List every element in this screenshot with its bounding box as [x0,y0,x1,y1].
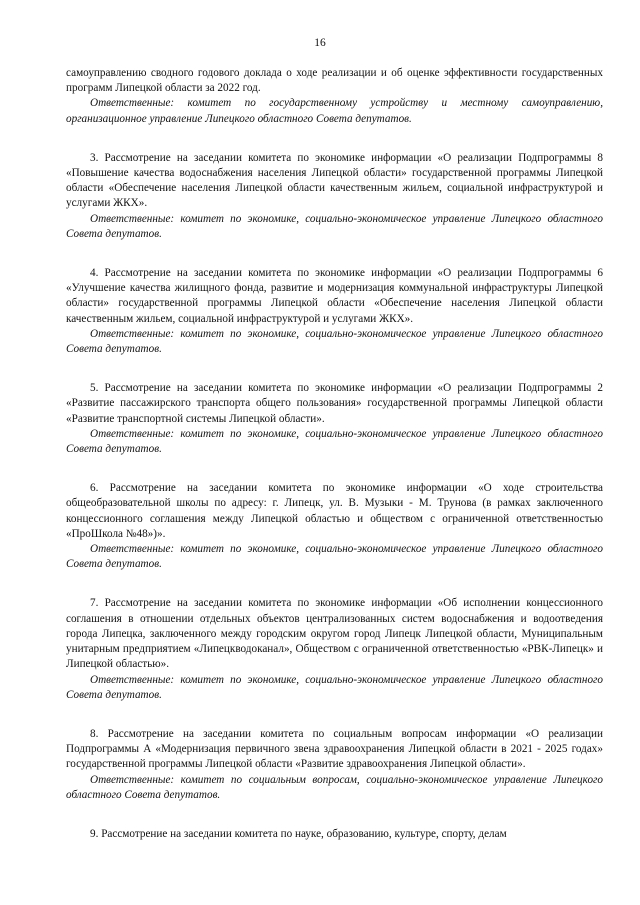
agenda-item-4 [66,266,603,357]
page-number: 16 [314,37,326,49]
agenda-item-5 [66,381,603,457]
agenda-item-responsible: Ответственные: комитет по экономике, социально-экономическое управление Липецкого областного Совета депутатов. [66,673,603,701]
intro-responsible: Ответственные: комитет по государственному устройству и местному самоуправлению, организационное управление Липецкого областного Совета депутатов. [66,97,603,125]
intro-paragraph: самоуправлению сводного годового доклада о ходе реализации и об оценке эффективности государственных программ Липецкой области за 2022 год. [66,67,603,95]
agenda-item-9 [66,827,603,842]
agenda-item-7 [66,596,603,702]
agenda-item-responsible: Ответственные: комитет по экономике, социально-экономическое управление Липецкого областного Совета депутатов. [66,427,603,456]
agenda-item-text: 6. Рассмотрение на заседании комитета по экономике информации «О ходе строительства общеобразовательной школы по адресу: г. Липецк, ул. В. Музыки - М. Трунова (в рамках заключенного концессионного соглашения между Липецкой областью и обществом с ограниченной ответственностью «ПроШкола №48»)». [66,482,603,540]
agenda-item-text: 5. Рассмотрение на заседании комитета по экономике информации «О реализации Подпрограммы 2 «Развитие пассажирского транспорта общего пользования» государственной программы Липецкой области «Развитие транспортной системы Липецкой области». [66,382,603,425]
agenda-item-text: 8. Рассмотрение на заседании комитета по социальным вопросам информации «О реализации Подпрограммы А «Модернизация первичного звена здравоохранения Липецкой области в 2021 - 2025 годах» государственной программы Липецкой области «Развитие здравоохранения Липецкой области». [66,727,603,771]
agenda-item-text: 4. Рассмотрение на заседании комитета по экономике информации «О реализации Подпрограммы 6 «Улучшение качества жилищного фонда, развитие и модернизация коммунальной инфраструктуры Липецкой области» государственной программы Липецкой области «Обеспечение населения Липецкой области качественным жильем, социальной инфраструктурой и услугами ЖКХ». [66,267,603,325]
agenda-item-responsible: Ответственные: комитет по экономике, социально-экономическое управление Липецкого областного Совета депутатов. [66,543,603,571]
agenda-item-text: 3. Рассмотрение на заседании комитета по экономике информации «О реализации Подпрограммы 8 «Повышение качества водоснабжения населения Липецкой области» государственной программы Липецкой области «Обеспечение населения Липецкой области качественным жильем, социальной инфраструктурой и услугами ЖКХ». [66,151,603,210]
agenda-item-responsible: Ответственные: комитет по экономике, социально-экономическое управление Липецкого областного Совета депутатов. [66,327,603,356]
agenda-item-text: 7. Рассмотрение на заседании комитета по экономике информации «Об исполнении концессионного соглашения в отношении отдельных объектов централизованных систем водоснабжения и водоотведения города Липецка, заключенного между городским округом город Липецк Липецкой области, Муниципальным унитарным предприятием «Липецкводоканал», Обществом с ограниченной ответственностью «РВК-Липецк» и Липецкой областью». [66,597,603,671]
intro-block [66,66,603,127]
document-body [66,66,603,842]
agenda-item-3 [66,151,603,242]
agenda-item-responsible: Ответственные: комитет по экономике, социально-экономическое управление Липецкого областного Совета депутатов. [66,212,603,240]
agenda-item-text: 9. Рассмотрение на заседании комитета по науке, образованию, культуре, спорту, делам [90,827,507,840]
agenda-item-responsible: Ответственные: комитет по социальным вопросам, социально-экономическое управление Липецкого областного Совета депутатов. [66,773,603,801]
agenda-item-6 [66,481,603,572]
agenda-item-8 [66,727,603,803]
